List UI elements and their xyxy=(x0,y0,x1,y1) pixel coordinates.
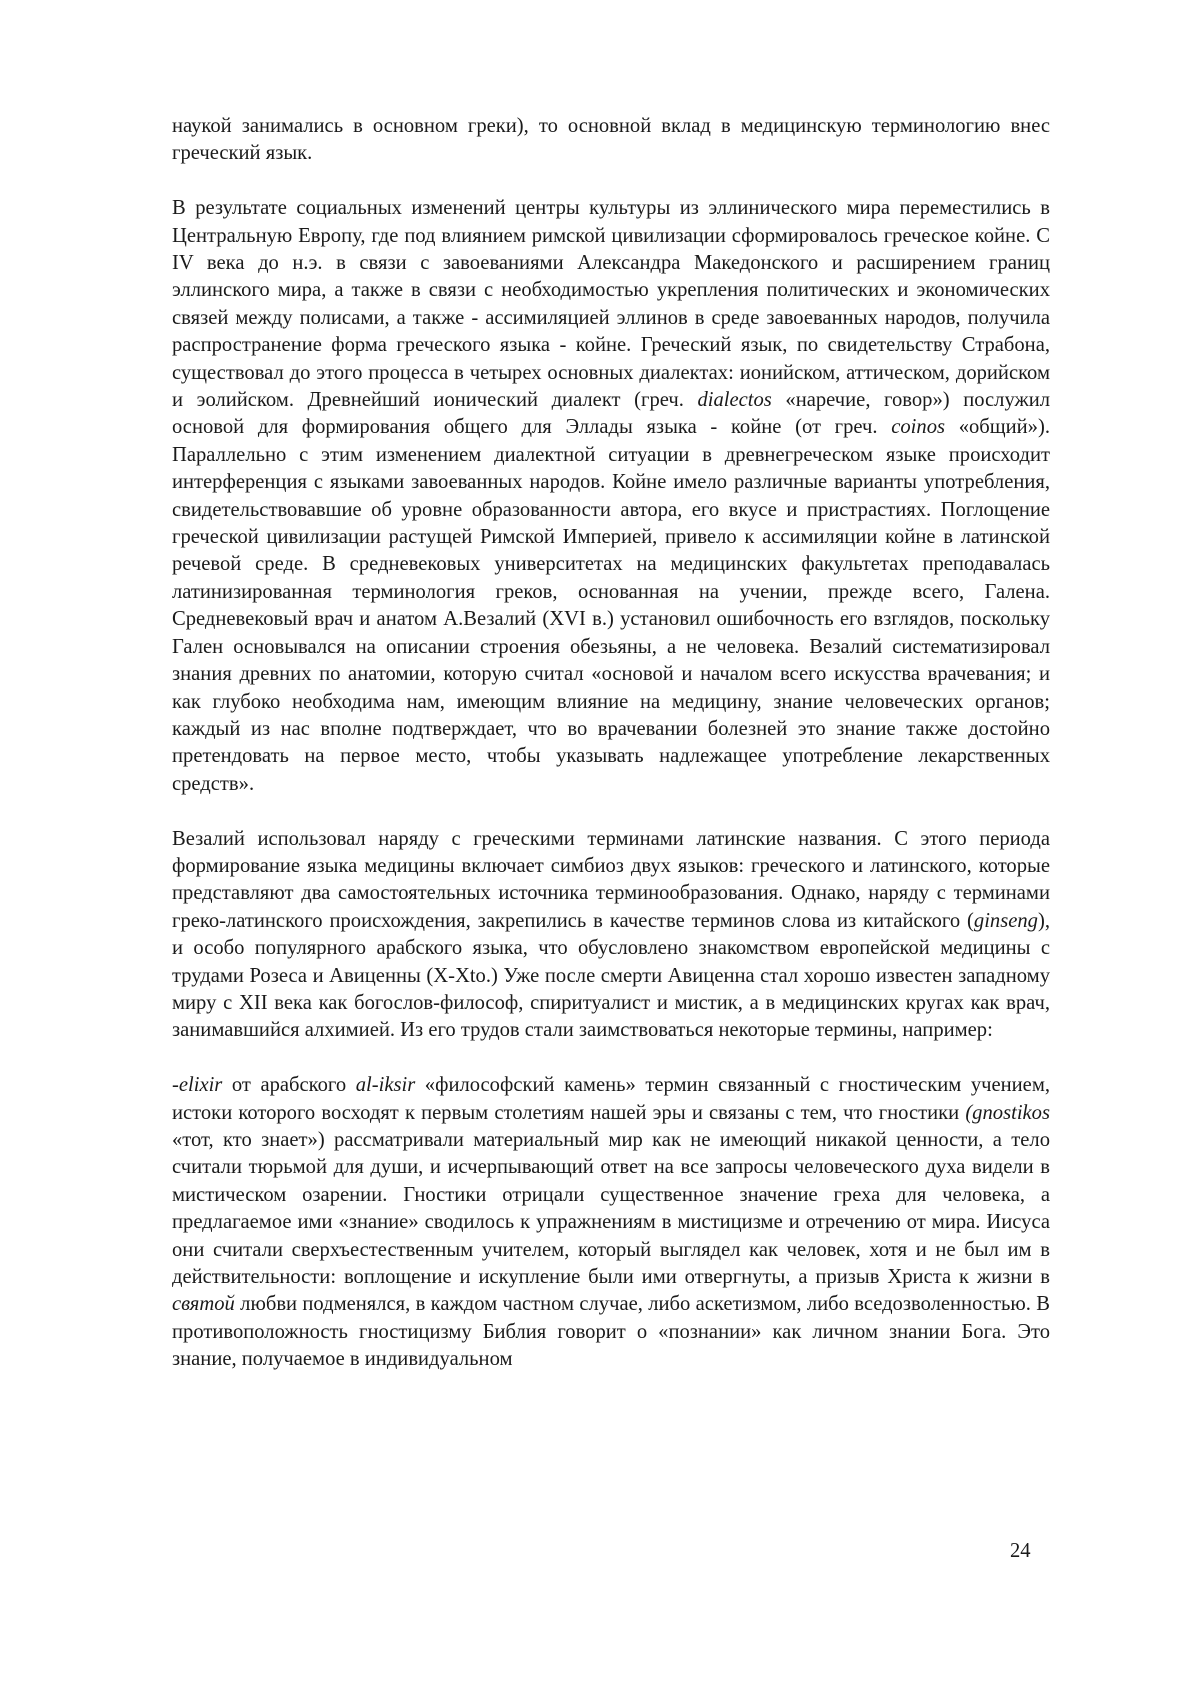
italic-term: -elixir xyxy=(172,1074,223,1097)
text-run: от арабского xyxy=(222,1074,356,1097)
page-number: 24 xyxy=(1010,1540,1031,1562)
italic-term: coinos xyxy=(891,416,946,439)
paragraph xyxy=(172,195,1050,798)
italic-term: (gnostikos xyxy=(965,1101,1050,1124)
page-body xyxy=(172,113,1050,1374)
text-run: ), и особо популярного арабского языка, что обусловлено знакомством европейской медицины с трудами Розеса и Авиценны (X-Xto.) Уже после смерти Авиценна стал хорошо известен западному миру с XII века как богослов-философ, спиритуалист и мистик, а в медицинских кругах как врач, занимавшийся алхимией. Из его трудов стали заимствоваться некоторые термины, например: xyxy=(172,909,1050,1042)
text-run: наукой занимались в основном греки), то основной вклад в медицинскую терминологию внес греческий язык. xyxy=(172,115,1050,165)
text-run: «тот, кто знает») рассматривали материальный мир как не имеющий никакой ценности, а тело считали тюрьмой для души, и исчерпывающий ответ на все запросы человеческого духа видели в мистическом озарении. Гностики отрицали существенное значение греха для человека, а предлагаемое ими «знание» сводилось к упражнениям в мистицизме и отречению от мира. Иисуса они считали сверхъестественным учителем, который выглядел как человек, хотя и не был им в действительности: воплощение и искупление были ими отвергнуты, а призыв Христа к жизни в xyxy=(172,1128,1050,1289)
text-run: «наречие, говор») послужил основой для формирования общего для Эллады языка - койне (от греч. xyxy=(172,389,1050,439)
italic-term: dialectos xyxy=(697,389,772,412)
text-run: любви подменялся, в каждом частном случае, либо аскетизмом, либо вседозволенностью. В противоположность гностицизму Библия говорит о «познании» как личном знании Бога. Это знание, получаемое в индивидуальном xyxy=(172,1293,1050,1371)
text-run: «философский камень» термин связанный с гностическим учением, истоки которого восходят к первым столетиям нашей эры и связаны с тем, что гностики xyxy=(172,1074,1050,1124)
text-run: В результате социальных изменений центры культуры из эллинического мира переместились в Центральную Европу, где под влиянием римской цивилизации сформировалось греческое койне. С IV века до н.э. в связи с завоеваниями Александра Македонского и расширением границ эллинского мира, а также в связи с необходимостью укрепления политических и экономических связей между полисами, а также - ассимиляцией эллинов в среде завоеванных народов, получила распространение форма греческого языка - койне. Греческий язык, по свидетельству Страбона, существовал до этого процесса в четырех основных диалектах: ионийском, аттическом, дорийском и эолийском. Древнейший ионический диалект (греч. xyxy=(172,197,1050,412)
text-run: «общий»). Параллельно с этим изменением диалектной ситуации в древнегреческом языке происходит интерференция с языками завоеванных народов. Койне имело различные варианты употребления, свидетельствовавшие об уровне образованности автора, его вкусе и пристрастиях. Поглощение греческой цивилизации растущей Римской Империей, привело к ассимиляции койне в латинской речевой среде. В средневековых университетах на медицинских факультетах преподавалась латинизированная терминология греков, основанная на учении, прежде всего, Галена. Средневековый врач и анатом А.Везалий (XVI в.) установил ошибочность его взглядов, поскольку Гален основывался на описании строения обезьяны, а не человека. Везалий систематизировал знания древних по анатомии, которую считал «основой и началом всего искусства врачевания; и как глубоко необходима нам, имеющим влияние на медицину, знание человеческих органов; каждый из нас вполне подтверждает, что во врачевании болезней это знание также достойно претендовать на первое место, чтобы указывать надлежащее употребление лекарственных средств». xyxy=(172,416,1050,795)
paragraph xyxy=(172,826,1050,1045)
italic-term: святой xyxy=(172,1293,235,1316)
italic-term: ginseng xyxy=(973,909,1038,932)
italic-term: al-iksir xyxy=(355,1074,416,1097)
paragraph xyxy=(172,113,1050,168)
paragraph xyxy=(172,1072,1050,1373)
text-run: Везалий использовал наряду с греческими терминами латинские названия. С этого периода формирование языка медицины включает симбиоз двух языков: греческого и латинского, которые представляют два самостоятельных источника терминообразования. Однако, наряду с терминами греко-латинского происхождения, закрепились в качестве терминов слова из китайского ( xyxy=(172,827,1050,932)
